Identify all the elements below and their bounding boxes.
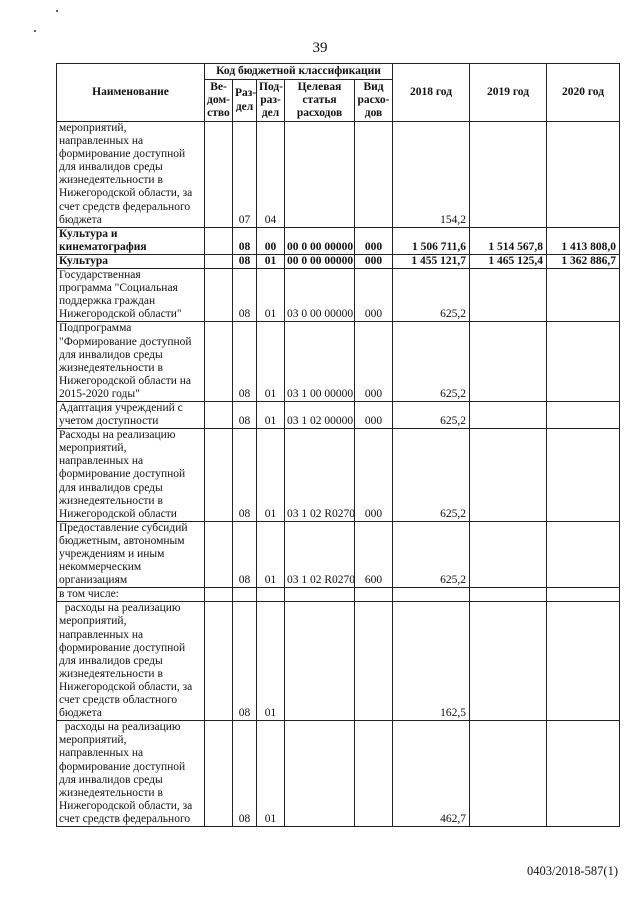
table-row: [57, 521, 620, 587]
col-header-target: Целевая статья расходов: [285, 80, 355, 122]
cell-vid: [355, 122, 393, 228]
cell-2018: 1 506 711,6: [393, 227, 470, 254]
cell-podrazdel: 01: [257, 721, 285, 827]
cell-podrazdel: 01: [257, 269, 285, 322]
cell-2020: [547, 401, 620, 428]
cell-target: 03 1 02 00000: [285, 401, 355, 428]
table-row: [57, 254, 620, 268]
cell-podrazdel: [257, 588, 285, 602]
cell-2019: [470, 721, 547, 827]
cell-vid: 000: [355, 254, 393, 268]
cell-razdel: 08: [233, 322, 257, 402]
table-row: [57, 122, 620, 228]
cell-2020: [547, 521, 620, 587]
cell-vid: 000: [355, 429, 393, 522]
table-row: [57, 588, 620, 602]
cell-target: [285, 602, 355, 721]
cell-ved: [205, 429, 233, 522]
table-row: [57, 602, 620, 721]
cell-2019: [470, 122, 547, 228]
cell-podrazdel: 01: [257, 521, 285, 587]
table-row: [57, 269, 620, 322]
col-header-2020: 2020 год: [547, 64, 620, 122]
cell-2019: [470, 588, 547, 602]
cell-2018: 625,2: [393, 429, 470, 522]
cell-2019: 1 514 567,8: [470, 227, 547, 254]
cell-razdel: 08: [233, 602, 257, 721]
cell-2020: 1 362 886,7: [547, 254, 620, 268]
cell-ved: [205, 122, 233, 228]
cell-target: 03 1 02 R0270: [285, 429, 355, 522]
col-header-code-group: Код бюджетной классификации: [205, 64, 393, 80]
table-row: [57, 721, 620, 827]
cell-2020: [547, 122, 620, 228]
cell-2018: 462,7: [393, 721, 470, 827]
cell-name: Подпрограмма "Формирование доступной для инвалидов среды жизнедеятельности в Нижегородской области на 2015-2020 годы": [57, 322, 205, 402]
cell-vid: [355, 588, 393, 602]
cell-2018: 625,2: [393, 521, 470, 587]
cell-2018: [393, 588, 470, 602]
cell-name: расходы на реализацию мероприятий, направленных на формирование доступной для инвалидов среды жизнедеятельности в Нижегородской области, за счет средств областного бюджета: [57, 602, 205, 721]
cell-podrazdel: 01: [257, 602, 285, 721]
cell-2019: [470, 322, 547, 402]
cell-2019: [470, 269, 547, 322]
cell-ved: [205, 521, 233, 587]
cell-vid: 000: [355, 322, 393, 402]
cell-2020: [547, 602, 620, 721]
cell-ved: [205, 269, 233, 322]
cell-razdel: [233, 588, 257, 602]
cell-target: 00 0 00 00000: [285, 227, 355, 254]
table-row: [57, 429, 620, 522]
cell-name: Предоставление субсидий бюджетным, автономным учреждениям и иным некоммерческим организациям: [57, 521, 205, 587]
cell-podrazdel: 01: [257, 429, 285, 522]
cell-target: 03 1 00 00000: [285, 322, 355, 402]
cell-podrazdel: 04: [257, 122, 285, 228]
cell-razdel: 08: [233, 429, 257, 522]
cell-ved: [205, 254, 233, 268]
cell-2020: 1 413 808,0: [547, 227, 620, 254]
cell-ved: [205, 401, 233, 428]
cell-ved: [205, 322, 233, 402]
cell-2019: [470, 521, 547, 587]
cell-name: Расходы на реализацию мероприятий, направленных на формирование доступной для инвалидов среды жизнедеятельности в Нижегородской области: [57, 429, 205, 522]
table-body: [57, 122, 620, 827]
cell-ved: [205, 227, 233, 254]
cell-2019: [470, 429, 547, 522]
cell-2019: [470, 602, 547, 721]
cell-name: Адаптация учреждений с учетом доступности: [57, 401, 205, 428]
col-header-2019: 2019 год: [470, 64, 547, 122]
cell-target: [285, 122, 355, 228]
cell-2018: 1 455 121,7: [393, 254, 470, 268]
cell-2018: 162,5: [393, 602, 470, 721]
cell-razdel: 08: [233, 401, 257, 428]
cell-2018: 154,2: [393, 122, 470, 228]
budget-table: [56, 63, 620, 827]
cell-name: в том числе:: [57, 588, 205, 602]
cell-vid: 600: [355, 521, 393, 587]
cell-name: мероприятий, направленных на формирование доступной для инвалидов среды жизнедеятельности в Нижегородской области, за счет средств федерального бюджета: [57, 122, 205, 228]
cell-2020: [547, 588, 620, 602]
cell-razdel: 08: [233, 254, 257, 268]
cell-2018: 625,2: [393, 401, 470, 428]
col-header-vid: Вид расхо- дов: [355, 80, 393, 122]
cell-podrazdel: 01: [257, 322, 285, 402]
cell-target: [285, 588, 355, 602]
page-number: 39: [312, 40, 328, 56]
cell-vid: 000: [355, 401, 393, 428]
col-header-razdel: Раз- дел: [233, 80, 257, 122]
cell-podrazdel: 00: [257, 227, 285, 254]
cell-name: Культура и кинематография: [57, 227, 205, 254]
cell-name: Государственная программа "Социальная поддержка граждан Нижегородской области": [57, 269, 205, 322]
cell-podrazdel: 01: [257, 254, 285, 268]
cell-razdel: 07: [233, 122, 257, 228]
cell-podrazdel: 01: [257, 401, 285, 428]
cell-ved: [205, 602, 233, 721]
col-header-name: Наименование: [57, 64, 205, 122]
cell-vid: [355, 721, 393, 827]
cell-target: [285, 721, 355, 827]
cell-target: 00 0 00 00000: [285, 254, 355, 268]
cell-target: 03 0 00 00000: [285, 269, 355, 322]
cell-2018: 625,2: [393, 269, 470, 322]
cell-2020: [547, 429, 620, 522]
cell-2020: [547, 269, 620, 322]
table-row: [57, 401, 620, 428]
table-row: [57, 227, 620, 254]
header-row-1: [57, 64, 620, 80]
cell-razdel: 08: [233, 721, 257, 827]
cell-vid: 000: [355, 227, 393, 254]
scan-speck: [56, 10, 58, 12]
col-header-2018: 2018 год: [393, 64, 470, 122]
col-header-podrazdel: Под- раз- дел: [257, 80, 285, 122]
cell-razdel: 08: [233, 521, 257, 587]
cell-2020: [547, 322, 620, 402]
cell-razdel: 08: [233, 227, 257, 254]
col-header-vedomstvo: Ве- дом- ство: [205, 80, 233, 122]
cell-2019: 1 465 125,4: [470, 254, 547, 268]
cell-2020: [547, 721, 620, 827]
scan-speck: [34, 30, 36, 32]
cell-ved: [205, 588, 233, 602]
cell-2018: 625,2: [393, 322, 470, 402]
cell-name: расходы на реализацию мероприятий, направленных на формирование доступной для инвалидов среды жизнедеятельности в Нижегородской области, за счет средств федерального: [57, 721, 205, 827]
cell-ved: [205, 721, 233, 827]
document-id: 0403/2018-587(1): [527, 864, 618, 878]
table-row: [57, 322, 620, 402]
cell-2019: [470, 401, 547, 428]
cell-vid: [355, 602, 393, 721]
cell-razdel: 08: [233, 269, 257, 322]
cell-vid: 000: [355, 269, 393, 322]
cell-name: Культура: [57, 254, 205, 268]
cell-target: 03 1 02 R0270: [285, 521, 355, 587]
